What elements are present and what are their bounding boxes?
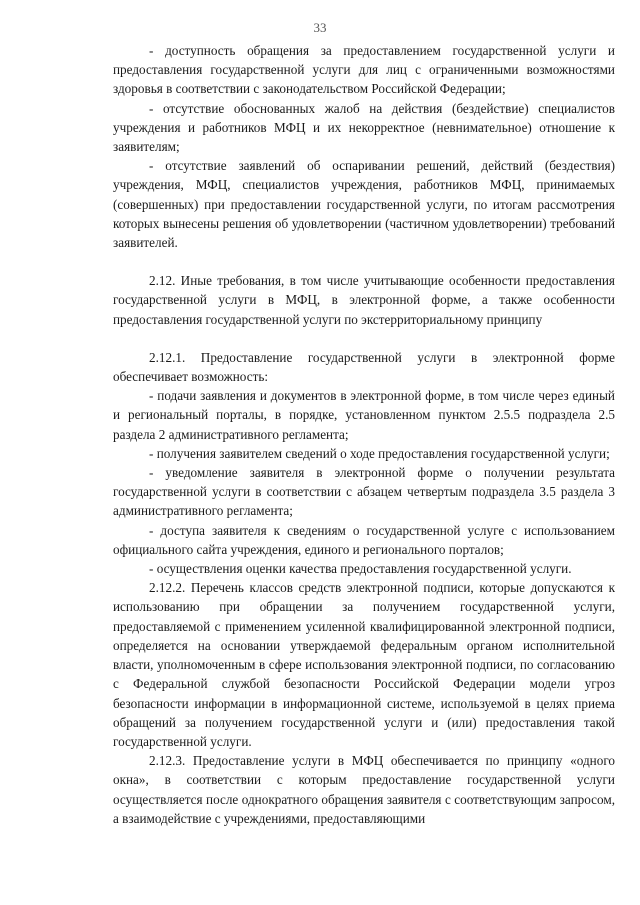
paragraph-accessibility: - доступность обращения за предоставлением государственной услуги и предоставления государственной услуги для лиц с ограниченными возможностями здоровья в соответствии с законодательством Российской Федерации; <box>113 43 615 97</box>
document-body <box>113 41 615 828</box>
paragraph-spacer <box>113 329 615 348</box>
page-number: 33 <box>313 20 327 35</box>
list-item-notification: - уведомление заявителя в электронной форме о получении результата государственной услуги в соответствии с абзацем четвертым подраздела 3.5 раздела 3 административного регламента; <box>113 465 615 519</box>
list-item-submission: - подачи заявления и документов в электронной форме, в том числе через единый и региональный порталы, в порядке, установленном пунктом 2.5.5 подраздела 2.5 раздела 2 административного регламента; <box>113 388 615 442</box>
paragraph-no-disputes: - отсутствие заявлений об оспаривании решений, действий (бездествия) учреждения, МФЦ, специалистов учреждения, работников МФЦ, принимаемых (совершенных) при предоставлении государственной услуги, по итогам рассмотрения которых вынесены решения об удовлетворении (частичном удовлетворении) требований заявителей. <box>113 158 615 251</box>
paragraph-spacer <box>113 252 615 271</box>
list-item-status-info: - получения заявителем сведений о ходе предоставления государственной услуги; <box>149 445 610 461</box>
paragraph-2-12-3: 2.12.3. Предоставление услуги в МФЦ обеспечивается по принципу «одного окна», в соответствии с которым предоставление государственной услуги осуществляется после однократного обращения заявителя с соответствующим запросом, а взаимодействие с учреждениями, предоставляющими <box>113 753 615 826</box>
paragraph-no-complaints: - отсутствие обоснованных жалоб на действия (бездействие) специалистов учреждения и работников МФЦ и их некорректное (невнимательное) отношение к заявителям; <box>113 100 615 155</box>
list-item-quality-rating: - осуществления оценки качества предоставления государственной услуги. <box>149 561 572 577</box>
paragraph-2-12-2: 2.12.2. Перечень классов средств электронной подписи, которые допускаются к использованию при обращении за получением государственной услуги, предоставляемой с применением усиленной квалифицированной электронной подписи, определяется на основании утверждаемой федеральным органом исполнительной власти, уполномоченным в сфере использования электронной подписи, по согласованию с Федеральной службой безопасности Российской Федерации модели угроз безопасности информации в информационной системе, используемой в целях приема обращений за получением государственной услуги и (или) предоставления такой государственной услуги. <box>113 580 615 749</box>
section-heading-2-12: 2.12. Иные требования, в том числе учитывающие особенности предоставления государственной услуги в МФЦ, в электронной форме, а также особенности предоставления государственной услуги по экстерриториальному принципу <box>113 273 615 327</box>
paragraph-2-12-1: 2.12.1. Предоставление государственной услуги в электронной форме обеспечивает возможность: <box>113 349 615 385</box>
list-item-info-access: - доступа заявителя к сведениям о государственной услуге с использованием официального сайта учреждения, единого и регионального порталов; <box>113 522 615 557</box>
